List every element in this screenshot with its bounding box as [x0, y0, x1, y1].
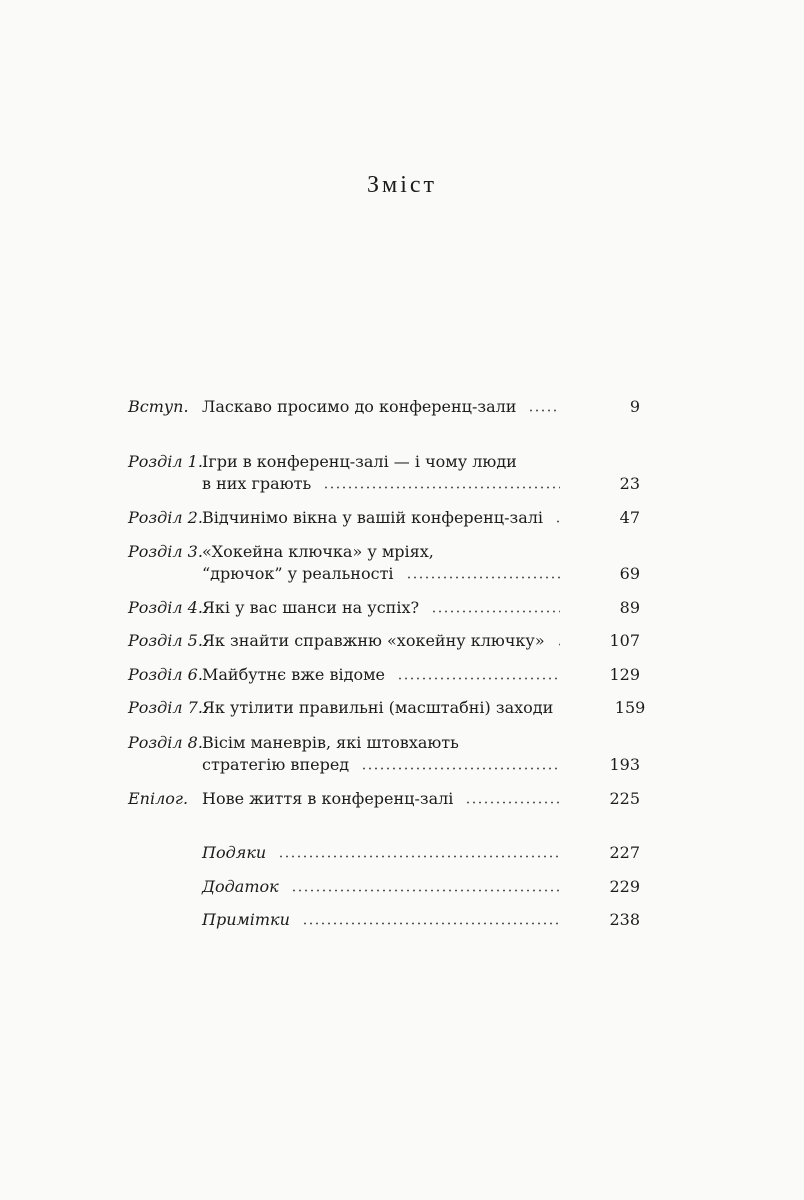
entry-label: Розділ 6.: [128, 665, 203, 684]
page-number: 227: [609, 843, 640, 862]
entry-title: Нове життя в конференц-залі: [202, 789, 454, 808]
entry-row: [202, 630, 640, 651]
page-number: 229: [609, 877, 640, 896]
page-number: 89: [619, 598, 640, 617]
dot-leader: [528, 402, 560, 412]
page-number: 129: [609, 665, 640, 684]
dot-leader: [302, 915, 560, 925]
dot-leader: [431, 603, 560, 613]
entry-title-line-1: Вісім маневрів, які штовхають: [202, 733, 459, 752]
entry-title: Як знайти справжню «хокейну ключку»: [202, 631, 545, 650]
entry-label: Вступ.: [128, 397, 189, 416]
page-number: 9: [629, 397, 640, 416]
entry-title: в них грають: [202, 474, 312, 493]
page-number: 238: [609, 910, 640, 929]
entry-row: [202, 909, 640, 930]
entry-row: [202, 664, 640, 685]
entry-row: [202, 563, 640, 584]
entry-title: Як утілити правильні (масштабні) заходи: [202, 698, 554, 717]
entry-row: [202, 597, 640, 618]
entry-title-line-1: Ігри в конференц-залі — і чому люди: [202, 452, 517, 471]
entry-title: “дрючок” у реальності: [202, 564, 394, 583]
entry-row: [202, 507, 640, 528]
entry-label: Розділ 8.: [128, 733, 203, 752]
entry-title: Подяки: [202, 843, 267, 862]
entry-title: Ласкаво просимо до конференц-зали: [202, 397, 517, 416]
entry-row: [202, 876, 640, 897]
dot-leader: [406, 569, 560, 579]
entry-title-line-1: «Хокейна ключка» у мріях,: [202, 542, 434, 561]
entry-title: Відчинімо вікна у вашій конференц-залі: [202, 508, 544, 527]
dot-leader: [278, 848, 560, 858]
page-title: Зміст: [366, 172, 438, 198]
entry-row: [202, 842, 640, 863]
entry-label: Розділ 1.: [128, 452, 203, 471]
entry-label: Розділ 4.: [128, 598, 203, 617]
entry-label: Розділ 3.: [128, 542, 203, 561]
entry-row: [202, 396, 640, 417]
entry-title: Примітки: [202, 910, 290, 929]
page-number: 193: [609, 755, 640, 774]
entry-row: [202, 473, 640, 494]
page-number: 159: [614, 698, 646, 717]
entry-title: Майбутнє вже відоме: [202, 665, 385, 684]
dot-leader: [361, 760, 560, 770]
dot-leader: [397, 670, 560, 680]
page-number: 47: [619, 508, 640, 527]
entry-title: Додаток: [202, 877, 279, 896]
dot-leader: [555, 513, 560, 523]
entry-title: Які у вас шанси на успіх?: [202, 598, 420, 617]
entry-row: [202, 697, 646, 718]
dot-leader: [323, 479, 560, 489]
entry-label: Розділ 7.: [128, 698, 203, 717]
entry-label: Розділ 2.: [128, 508, 203, 527]
entry-label: Розділ 5.: [128, 631, 203, 650]
page-number: 23: [619, 474, 640, 493]
entry-row: [202, 788, 640, 809]
page-number: 107: [609, 631, 640, 650]
page-number: 69: [619, 564, 640, 583]
entry-title: стратегію вперед: [202, 755, 350, 774]
entry-label: Епілог.: [128, 789, 189, 808]
dot-leader: [557, 636, 560, 646]
entry-row: [202, 754, 640, 775]
dot-leader: [291, 882, 560, 892]
dot-leader: [465, 794, 560, 804]
page-number: 225: [609, 789, 640, 808]
